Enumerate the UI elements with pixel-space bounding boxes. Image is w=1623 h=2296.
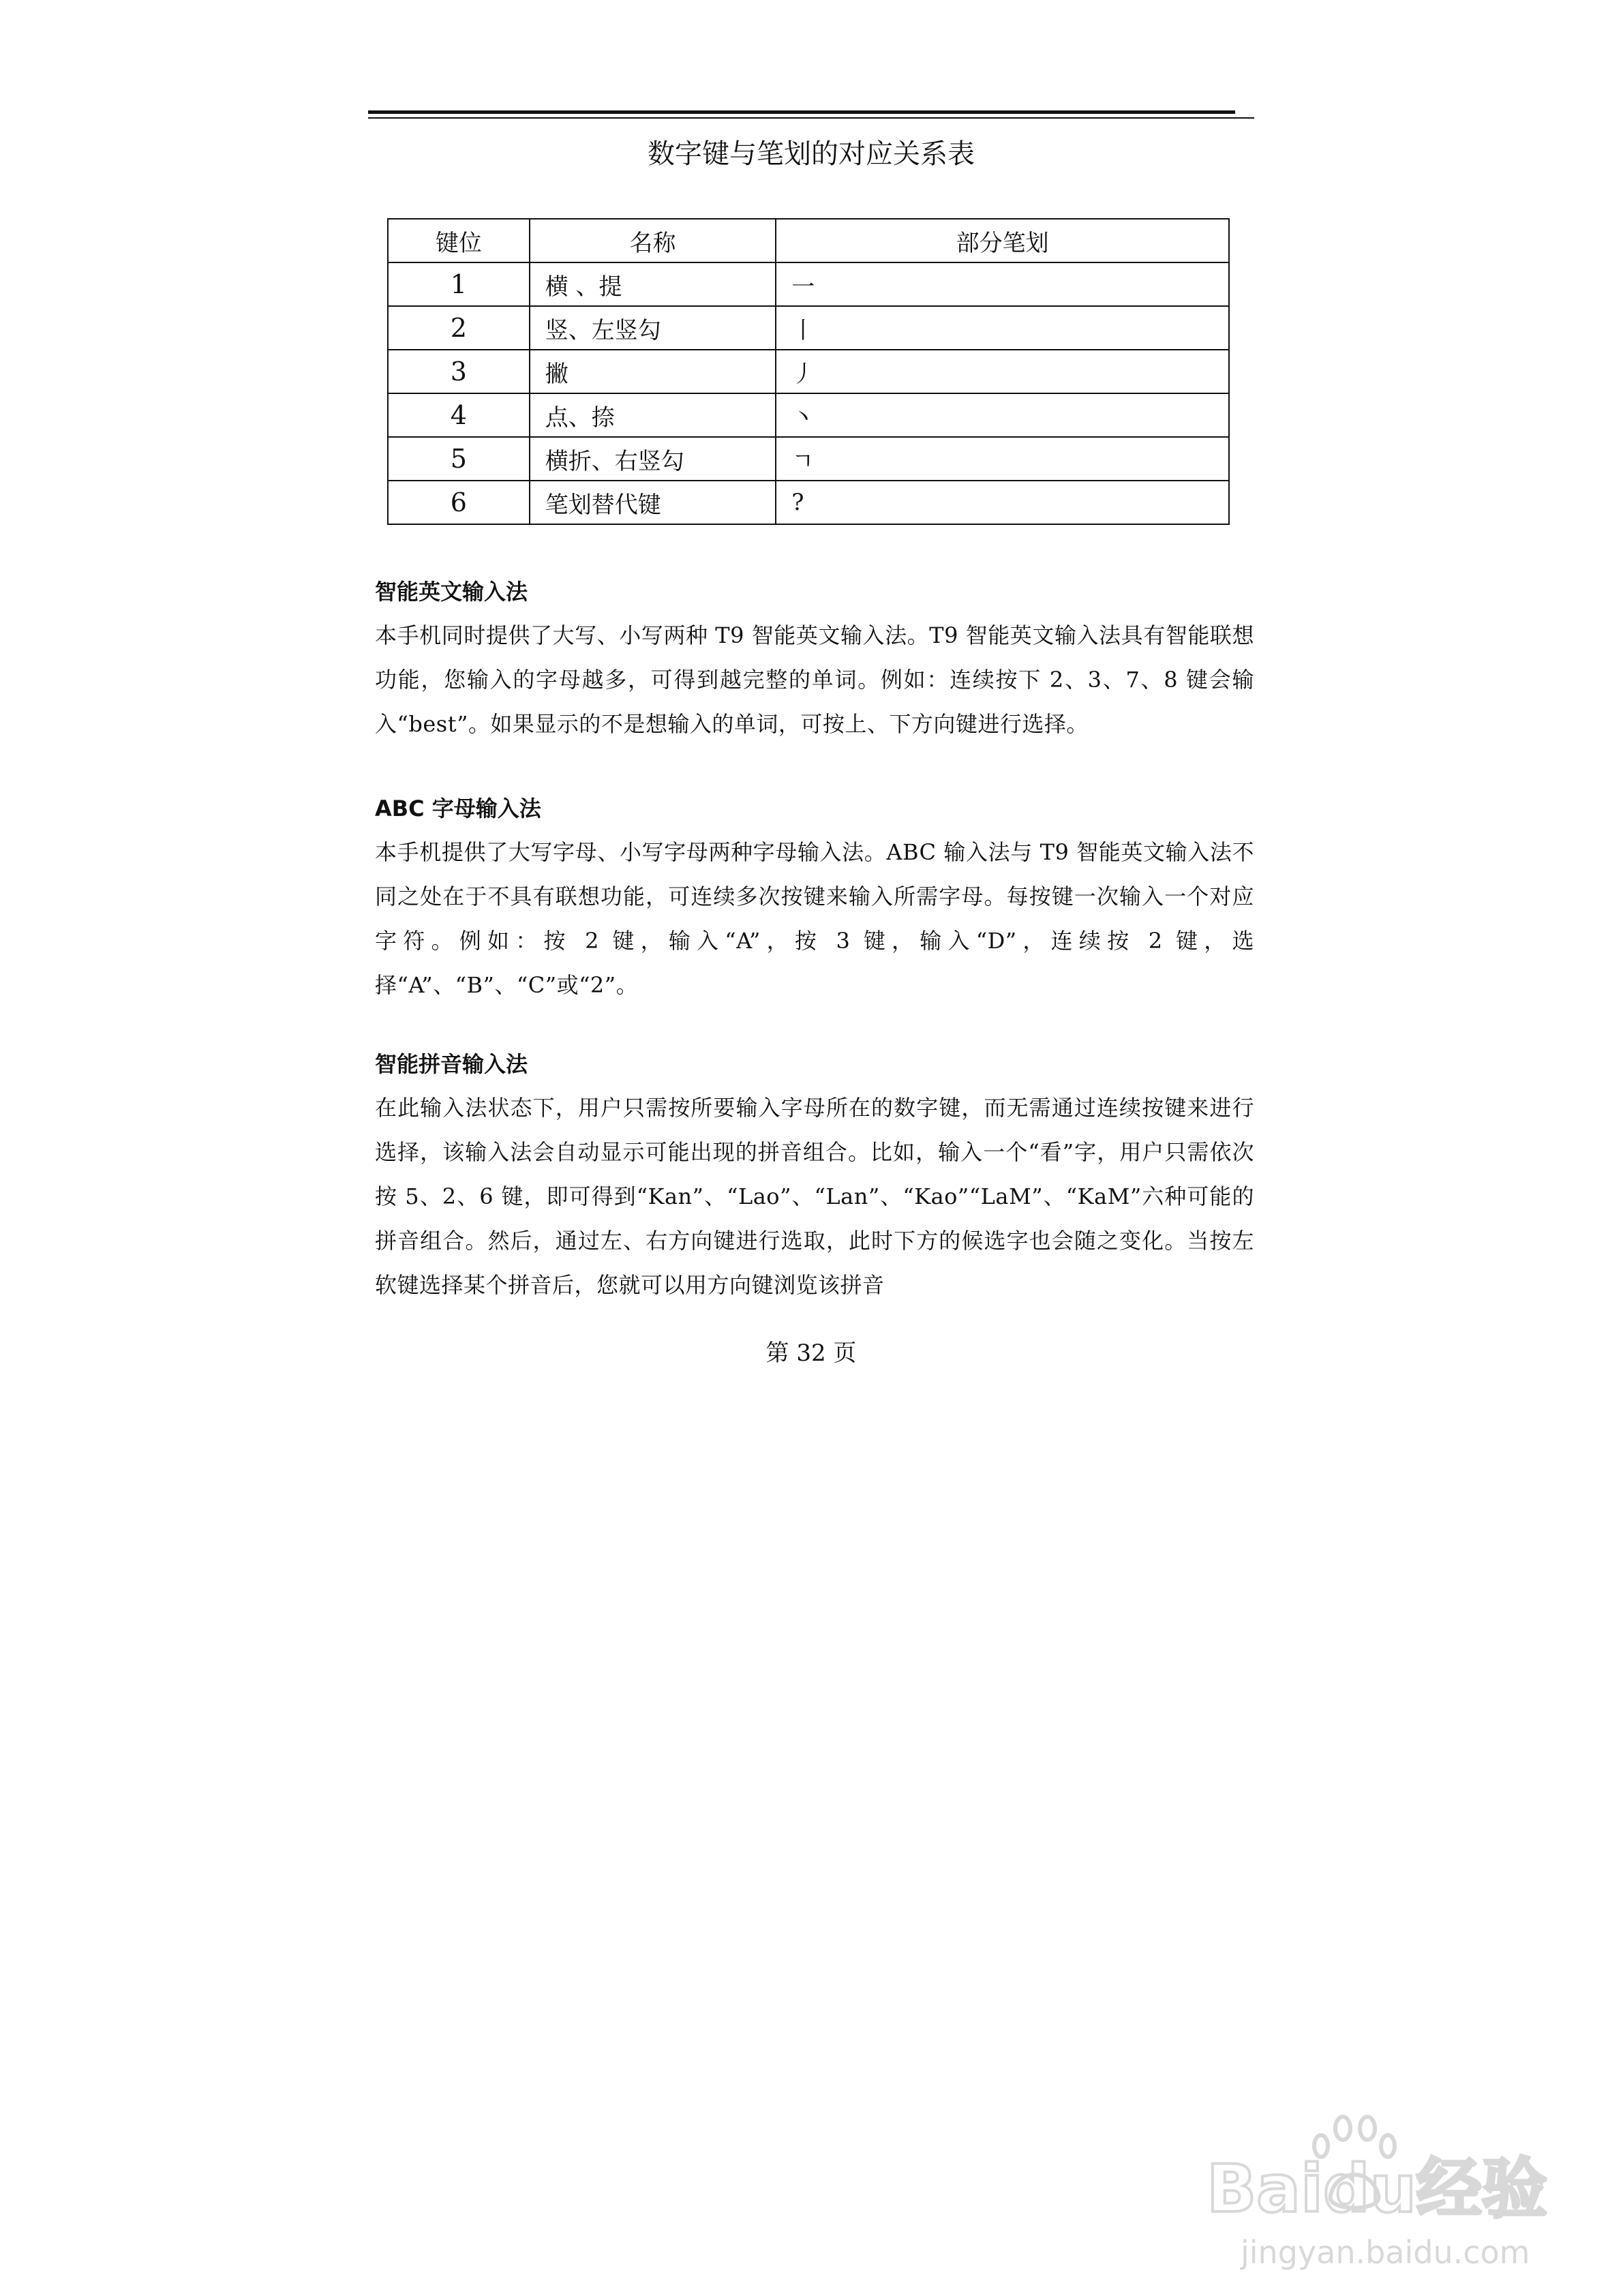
section-body: 本手机同时提供了大写、小写两种 T9 智能英文输入法。T9 智能英文输入法具有智能联想功能，您输入的字母越多，可得到越完整的单词。例如：连续按下 2、3、7、8 键会输入“best”。如果显示的不是想输入的单词，可按上、下方向键进行选择。	[375, 622, 1254, 737]
name-cell: 笔划替代键	[530, 481, 776, 524]
table-title: 数字键与笔划的对应关系表	[648, 138, 975, 170]
table-row	[388, 262, 1229, 306]
page-number: 第 32 页	[765, 1340, 857, 1367]
key-cell: 1	[388, 262, 530, 306]
section-heading: ABC 字母输入法	[375, 796, 541, 821]
key-cell: 3	[388, 350, 530, 393]
section-abc-input	[375, 791, 1254, 1008]
table-row	[388, 306, 1229, 350]
key-cell: 6	[388, 481, 530, 524]
key-cell: 2	[388, 306, 530, 350]
header-key: 键位	[388, 219, 530, 262]
header-stroke: 部分笔划	[776, 219, 1229, 262]
name-cell: 撇	[530, 350, 776, 393]
stroke-cell: 一	[776, 262, 1229, 306]
section-body: 本手机提供了大写字母、小写字母两种字母输入法。ABC 输入法与 T9 智能英文输入法不同之处在于不具有联想功能，可连续多次按键来输入所需字母。每按键一次输入一个对应字符。例如：按 2 键，输入“A”，按 3 键，输入“D”，连续按 2 键，选择“A”、“B”、“C”或“2”。	[375, 839, 1254, 998]
section-english-input	[375, 574, 1254, 746]
paw-toe-icon	[1360, 2117, 1375, 2140]
table-row	[388, 350, 1229, 393]
header-rule-thin	[368, 117, 1254, 119]
watermark-logo-text: Baidu经验	[1207, 2151, 1547, 2227]
name-cell: 横 、提	[530, 262, 776, 306]
table-header-row	[388, 219, 1229, 262]
baidu-jingyan-watermark	[1159, 2066, 1595, 2277]
section-heading: 智能英文输入法	[375, 579, 528, 605]
name-cell: 竖、左竖勾	[530, 306, 776, 350]
paw-toe-icon	[1335, 2117, 1350, 2140]
key-cell: 5	[388, 437, 530, 481]
stroke-cell: ㄱ	[776, 437, 1229, 481]
watermark-url-text: jingyan.baidu.com	[1241, 2234, 1530, 2271]
stroke-cell: 丶	[776, 393, 1229, 437]
section-heading: 智能拼音输入法	[375, 1051, 528, 1077]
stroke-cell: 丿	[776, 350, 1229, 393]
name-cell: 点、捺	[530, 393, 776, 437]
stroke-cell: 丨	[776, 306, 1229, 350]
table-row	[388, 437, 1229, 481]
name-cell: 横折、右竖勾	[530, 437, 776, 481]
table-row	[388, 481, 1229, 524]
stroke-cell: ?	[776, 481, 1229, 524]
header-name: 名称	[530, 219, 776, 262]
section-body: 在此输入法状态下，用户只需按所要输入字母所在的数字键，而无需通过连续按键来进行选择，该输入法会自动显示可能出现的拼音组合。比如，输入一个“看”字，用户只需依次按 5、2、6 键，即可得到“Kan”、“Lao”、“Lan”、“Kao”“LaM”、“KaM”六种可能的拼音组合。然后，通过左、右方向键进行选取，此时下方的候选字也会随之变化。当按左软键选择某个拼音后，您就可以用方向键浏览该拼音	[375, 1095, 1254, 1298]
stroke-key-table	[387, 218, 1230, 525]
section-pinyin-input	[375, 1046, 1254, 1308]
header-rule-thick	[368, 110, 1235, 114]
table-row	[388, 393, 1229, 437]
key-cell: 4	[388, 393, 530, 437]
